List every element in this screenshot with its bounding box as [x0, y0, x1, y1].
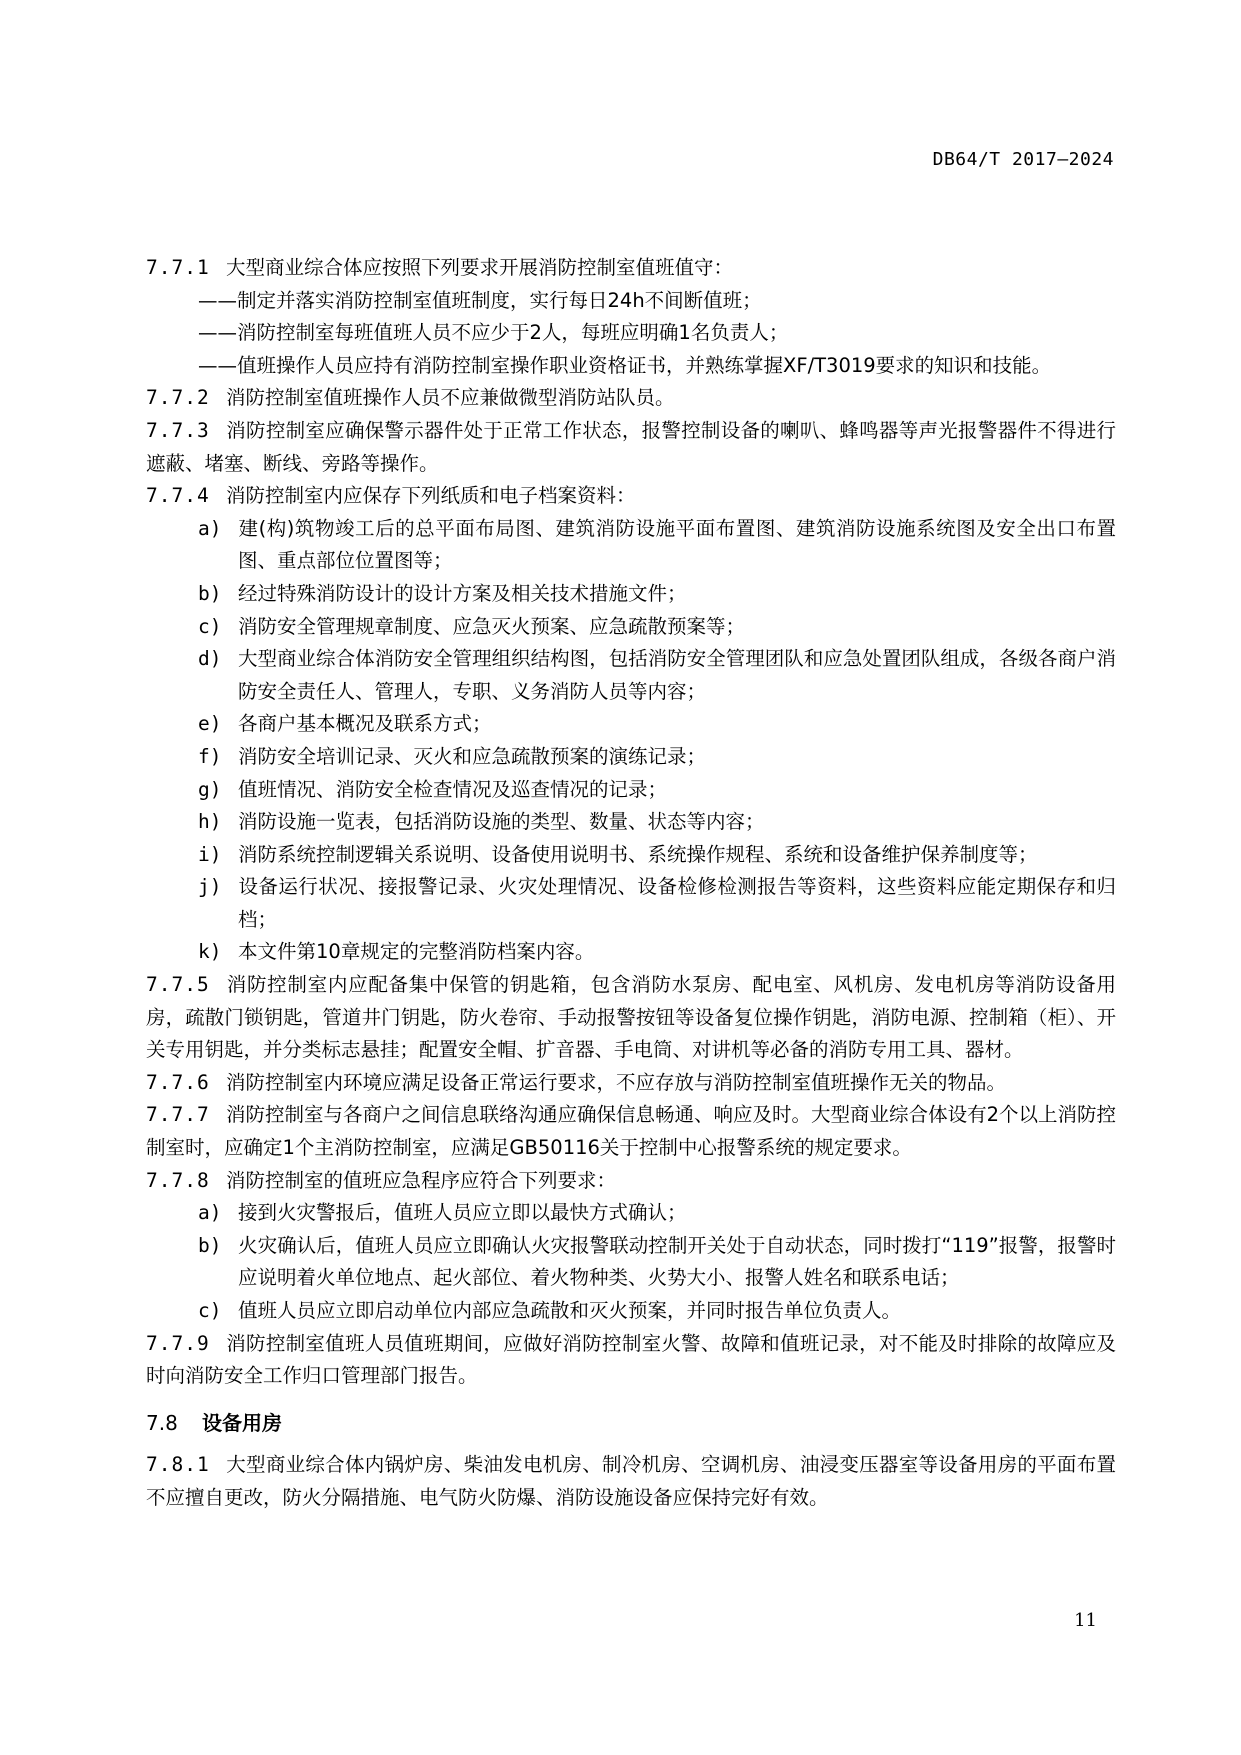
list-label: i) — [198, 842, 222, 866]
clause-number: 7.7.1 — [146, 256, 210, 279]
clause-7-7-7 — [146, 1099, 1116, 1164]
list-item — [146, 871, 1116, 936]
list-label: f) — [198, 744, 222, 768]
list-item — [146, 1197, 1116, 1230]
list-item — [146, 513, 1116, 578]
clause-number: 7.7.2 — [146, 386, 210, 410]
list-text: 值班情况、消防安全检查情况及巡查情况的记录； — [238, 777, 668, 801]
list-text: 值班人员应立即启动单位内部应急疏散和灭火预案，并同时报告单位负责人。 — [238, 1299, 902, 1322]
list-text: 消防系统控制逻辑关系说明、设备使用说明书、系统操作规程、系统和设备维护保养制度等； — [238, 842, 1038, 866]
list-label: e) — [198, 712, 222, 736]
dash-item: ——值班操作人员应持有消防控制室操作职业资格证书，并熟练掌握XF/T3019要求的知识和技能。 — [198, 353, 1052, 377]
list-label: d) — [198, 647, 222, 671]
list-label: j) — [198, 875, 222, 899]
list-text: 建(构)筑物竣工后的总平面布局图、建筑消防设施平面布置图、建筑消防设施系统图及安全出口布置图、重点部位位置图等； — [238, 516, 1116, 573]
list-item — [146, 839, 1116, 872]
clause-7-7-2 — [146, 382, 1116, 415]
dash-item: ——消防控制室每班值班人员不应少于2人，每班应明确1名负责人； — [198, 321, 789, 345]
clause-number: 7.7.8 — [146, 1168, 210, 1192]
list-label: k) — [198, 940, 222, 964]
list-label: b) — [198, 1233, 222, 1257]
list-label: g) — [198, 777, 222, 801]
list-text: 大型商业综合体消防安全管理组织结构图，包括消防安全管理团队和应急处置团队组成，各级各商户消防安全责任人、管理人，专职、义务消防人员等内容； — [238, 647, 1116, 703]
clause-7-7-1 — [146, 252, 1116, 285]
list-text: 设备运行状况、接报警记录、火灾处理情况、设备检修检测报告等资料，这些资料应能定期保存和归档； — [238, 875, 1116, 931]
clause-7-8-1 — [146, 1449, 1116, 1514]
clause-7-7-5 — [146, 969, 1116, 1067]
clause-number: 7.7.7 — [146, 1103, 210, 1127]
list-item — [146, 806, 1116, 839]
list-text: 消防安全培训记录、灭火和应急疏散预案的演练记录； — [238, 744, 707, 768]
clause-number: 7.7.5 — [146, 973, 210, 997]
list-item — [146, 611, 1116, 644]
section-title: 设备用房 — [202, 1410, 282, 1435]
page-number: 11 — [1074, 1610, 1097, 1631]
clause-text: 消防控制室内应保存下列纸质和电子档案资料： — [226, 484, 636, 508]
clause-text: 消防控制室内应配备集中保管的钥匙箱，包含消防水泵房、配电室、风机房、发电机房等消防设备用房，疏散门锁钥匙，管道井门钥匙，防火卷帘、手动报警按钮等设备复位操作钥匙，消防电源、控制箱（柜）、开关专用钥匙，并分类标志悬挂；配置安全帽、扩音器、手电筒、对讲机等必备的消防专用工具、器材。 — [146, 973, 1116, 1062]
document-code: DB64/T 2017—2024 — [932, 149, 1114, 170]
list-text: 消防设施一览表，包括消防设施的类型、数量、状态等内容； — [238, 810, 765, 834]
list-text: 本文件第10章规定的完整消防档案内容。 — [238, 940, 595, 964]
list-item — [146, 578, 1116, 611]
section-heading-7-8 — [146, 1407, 1116, 1440]
clause-text: 消防控制室值班操作人员不应兼做微型消防站队员。 — [226, 386, 675, 410]
clause-text: 消防控制室值班人员值班期间，应做好消防控制室火警、故障和值班记录，对不能及时排除的故障应及时向消防安全工作归口管理部门报告。 — [146, 1331, 1116, 1388]
list-label: a) — [198, 1201, 222, 1225]
clause-7-7-3 — [146, 415, 1116, 480]
clause-number: 7.7.4 — [146, 484, 210, 508]
section-number: 7.8 — [146, 1410, 178, 1435]
list-text: 经过特殊消防设计的设计方案及相关技术措施文件； — [238, 581, 687, 605]
clause-7-7-9 — [146, 1328, 1116, 1393]
list-item — [146, 708, 1116, 741]
list-text: 接到火灾警报后，值班人员应立即以最快方式确认； — [238, 1201, 687, 1225]
list-item — [146, 741, 1116, 774]
clause-text: 大型商业综合体内锅炉房、柴油发电机房、制冷机房、空调机房、油浸变压器室等设备用房的平面布置不应擅自更改，防火分隔措施、电气防火防爆、消防设施设备应保持完好有效。 — [146, 1453, 1116, 1509]
list-item — [146, 936, 1116, 969]
list-label: b) — [198, 581, 222, 605]
clause-7-7-4 — [146, 480, 1116, 513]
list-text: 火灾确认后，值班人员应立即确认火灾报警联动控制开关处于自动状态，同时拨打“119”报警，报警时应说明着火单位地点、起火部位、着火物种类、火势大小、报警人姓名和联系电话； — [238, 1233, 1116, 1290]
list-item — [146, 643, 1116, 708]
list-text: 消防安全管理规章制度、应急灭火预案、应急疏散预案等； — [238, 614, 746, 638]
clause-7-7-8 — [146, 1165, 1116, 1198]
list-text: 各商户基本概况及联系方式； — [238, 712, 492, 736]
list-label: c) — [198, 1299, 222, 1322]
clause-text: 消防控制室内环境应满足设备正常运行要求，不应存放与消防控制室值班操作无关的物品。 — [226, 1070, 1007, 1094]
clause-7-7-6 — [146, 1067, 1116, 1100]
list-item — [146, 774, 1116, 807]
clause-text: 消防控制室的值班应急程序应符合下列要求： — [226, 1168, 617, 1192]
list-label: a) — [198, 516, 222, 540]
list-item — [146, 1295, 1116, 1328]
list-label: c) — [198, 614, 222, 638]
clause-number: 7.7.6 — [146, 1070, 210, 1094]
clause-text: 消防控制室应确保警示器件处于正常工作状态，报警控制设备的喇叭、蜂鸣器等声光报警器件不得进行遮蔽、堵塞、断线、旁路等操作。 — [146, 418, 1116, 475]
clause-text: 大型商业综合体应按照下列要求开展消防控制室值班值守： — [226, 256, 734, 279]
list-item — [146, 1230, 1116, 1295]
document-body — [146, 252, 1116, 1515]
list-label: h) — [198, 810, 222, 834]
clause-number: 7.7.9 — [146, 1331, 210, 1355]
clause-number: 7.8.1 — [146, 1453, 210, 1477]
dash-item: ——制定并落实消防控制室值班制度，实行每日24h不间断值班； — [198, 288, 762, 312]
clause-number: 7.7.3 — [146, 418, 210, 442]
clause-text: 消防控制室与各商户之间信息联络沟通应确保信息畅通、响应及时。大型商业综合体设有2个以上消防控制室时，应确定1个主消防控制室，应满足GB50116关于控制中心报警系统的规定要求。 — [146, 1103, 1116, 1160]
